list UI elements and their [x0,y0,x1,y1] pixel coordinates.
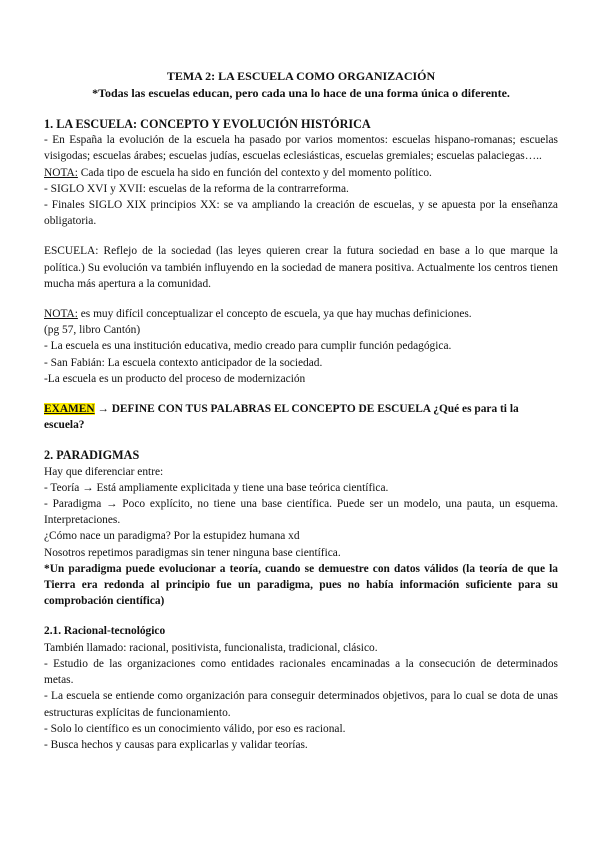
s21-paragraph-2: - Estudio de las organizaciones como entidades racionales encaminadas a la consecución de determinados metas. [44,657,558,687]
section-1-heading: 1. LA ESCUELA: CONCEPTO Y EVOLUCIÓN HISTÓRICA [44,117,371,131]
section-2-heading: 2. PARADIGMAS [44,448,140,463]
s1-paragraph-1: - En España la evolución de la escuela ha pasado por varios momentos: escuelas hispano-romanas; escuelas visigodas; escuelas árabes; escuelas judías, escuelas eclesiásticas, escuelas gremiales; escuelas palaciegas….. [44,134,558,163]
nota-label: NOTA: [44,308,78,321]
exam-question [44,401,558,433]
s2-paragraph-4: ¿Cómo nace un paradigma? Por la estupidez humana xd [44,530,300,543]
s1-nota-2 [44,306,558,322]
s1-nota-1 [44,165,558,181]
s21-paragraph-5: - Busca hechos y causas para explicarlas y validar teorías. [44,738,308,751]
s2-paragraph-2: - Teoría → Está ampliamente explicitada y tiene una base teórica científica. [44,481,389,494]
s1-paragraph-5: (pg 57, libro Cantón) [44,324,141,337]
s1-paragraph-6: - La escuela es una institución educativa, medio creado para cumplir función pedagógica. [44,340,452,353]
exam-text: → DEFINE CON TUS PALABRAS EL CONCEPTO DE ESCUELA ¿Qué es para ti la escuela? [44,403,519,432]
exam-label: EXAMEN [44,403,95,416]
s1-paragraph-4: ESCUELA: Reflejo de la sociedad (las leyes quieren crear la futura sociedad en base a lo que marque la política.) Su evolución va también influyendo en la sociedad de manera positiva. Actualmente los centros tienen mucha más apertura a la comunidad. [44,245,558,290]
s2-paragraph-1: Hay que diferenciar entre: [44,465,164,478]
document-title: TEMA 2: LA ESCUELA COMO ORGANIZACIÓN [166,69,436,83]
s21-paragraph-3: - La escuela se entiende como organización para conseguir determinados objetivos, para lo cual se dota de unas estructuras explícitas de funcionamiento. [44,690,558,719]
document-page [44,68,558,753]
section-2-1-heading: 2.1. Racional-tecnológico [44,625,166,638]
s1-paragraph-7: - San Fabián: La escuela contexto anticipador de la sociedad. [44,356,323,369]
nota-text: Cada tipo de escuela ha sido en función del contexto y del momento político. [77,166,432,179]
nota-label: NOTA: [44,166,78,179]
nota-text: es muy difícil conceptualizar el concepto de escuela, ya que hay muchas definiciones. [77,308,472,321]
s2-paragraph-6: *Un paradigma puede evolucionar a teoría, cuando se demuestre con datos válidos (la teoría de que la Tierra era redonda al principio fue un paradigma, pues no había información suficiente para su comprobación científica) [44,562,558,608]
s1-paragraph-8: -La escuela es un producto del proceso de modernización [44,372,306,385]
s2-paragraph-5: Nosotros repetimos paradigmas sin tener ninguna base científica. [44,546,341,559]
s21-paragraph-1: También llamado: racional, positivista, funcionalista, tradicional, clásico. [44,641,378,654]
s2-paragraph-3: - Paradigma → Poco explícito, no tiene una base científica. Puede ser un modelo, una pauta, un esquema. Interpretaciones. [44,498,558,527]
document-subtitle: *Todas las escuelas educan, pero cada una lo hace de una forma única o diferente. [92,86,510,100]
s1-paragraph-2: - SIGLO XVI y XVII: escuelas de la reforma de la contrarreforma. [44,182,349,195]
s21-paragraph-4: - Solo lo científico es un conocimiento válido, por eso es racional. [44,722,346,735]
s1-paragraph-3: - Finales SIGLO XIX principios XX: se va ampliando la creación de escuelas, y se apuesta por la enseñanza obligatoria. [44,199,558,228]
